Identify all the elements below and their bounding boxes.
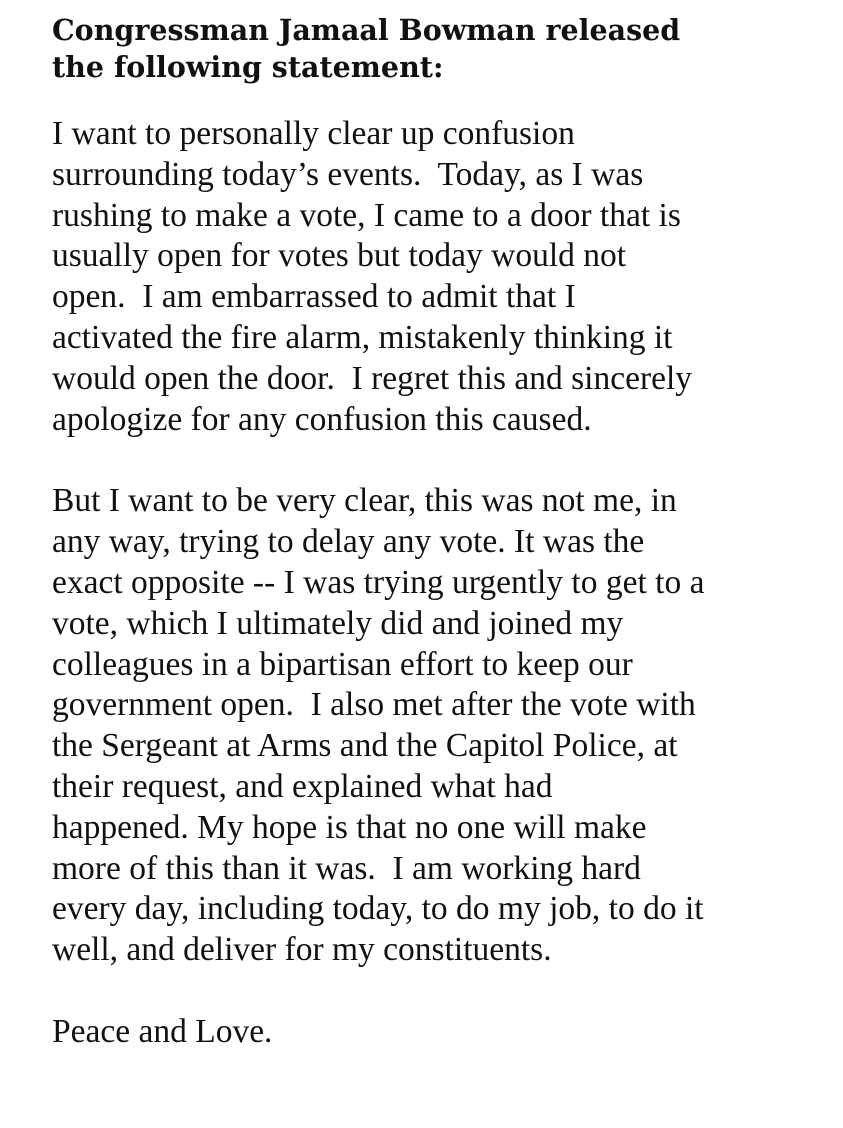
paragraph-signoff: [52, 1012, 832, 1053]
paragraph-line: well, and deliver for my constituents.: [52, 931, 552, 969]
paragraph-line: vote, which I ultimately did and joined my: [52, 604, 624, 642]
heading-line: Congressman Jamaal Bowman released: [52, 13, 681, 47]
paragraph-clarification: [52, 481, 832, 971]
paragraph-line: colleagues in a bipartisan effort to keep our: [52, 645, 633, 683]
paragraph-apology: [52, 114, 832, 440]
paragraph-line: would open the door. I regret this and sincerely: [52, 359, 693, 397]
paragraph-line: the Sergeant at Arms and the Capitol Police, at: [52, 727, 678, 765]
statement-document: [52, 12, 832, 1053]
paragraph-line: more of this than it was. I am working hard: [52, 849, 641, 887]
paragraph-line: apologize for any confusion this caused.: [52, 400, 592, 438]
paragraph-line: any way, trying to delay any vote. It was the: [52, 523, 645, 561]
paragraph-line: surrounding today’s events. Today, as I was: [52, 155, 644, 193]
paragraph-line: rushing to make a vote, I came to a door that is: [52, 196, 681, 234]
paragraph-line: I want to personally clear up confusion: [52, 115, 575, 152]
paragraph-line: every day, including today, to do my job, to do it: [52, 890, 704, 928]
paragraph-line: happened. My hope is that no one will make: [52, 808, 647, 846]
paragraph-line: But I want to be very clear, this was not me, in: [52, 482, 677, 520]
signoff-line: Peace and Love.: [52, 1012, 273, 1050]
paragraph-line: usually open for votes but today would not: [52, 237, 627, 275]
paragraph-line: open. I am embarrassed to admit that I: [52, 278, 576, 316]
statement-heading: [52, 12, 832, 86]
paragraph-line: exact opposite -- I was trying urgently to get to a: [52, 563, 705, 601]
paragraph-line: activated the fire alarm, mistakenly thinking it: [52, 318, 673, 356]
heading-line: the following statement:: [52, 50, 444, 84]
paragraph-line: government open. I also met after the vote with: [52, 686, 696, 724]
paragraph-line: their request, and explained what had: [52, 767, 553, 805]
